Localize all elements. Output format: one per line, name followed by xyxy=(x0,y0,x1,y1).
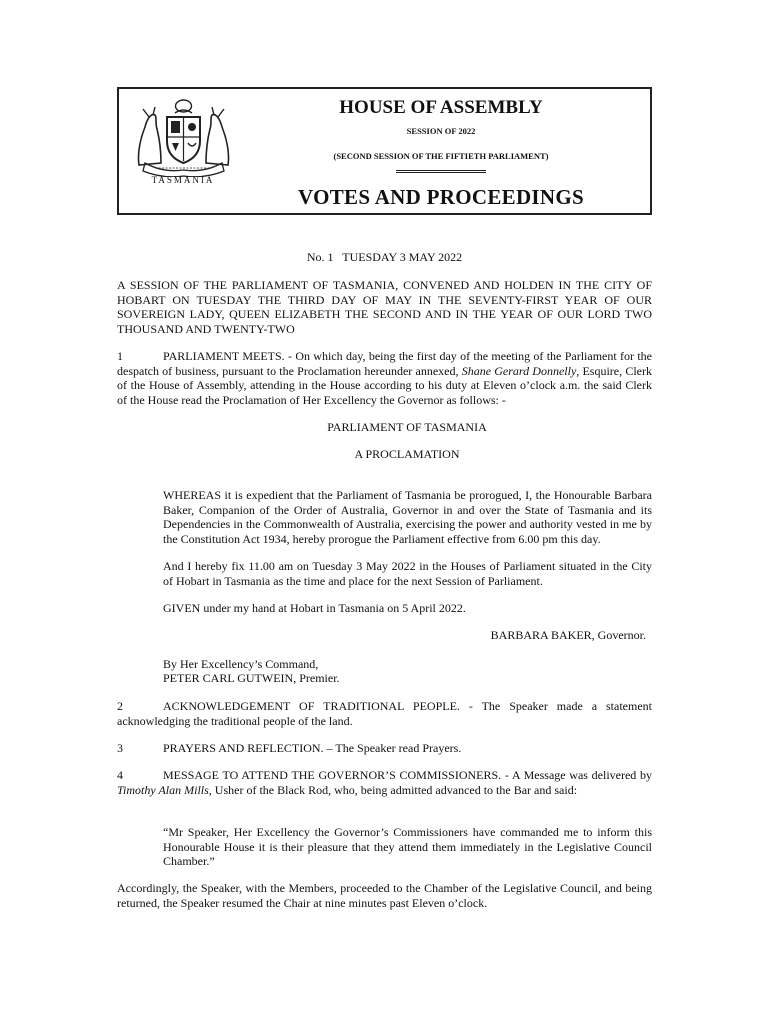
proclamation-paragraph-2: And I hereby fix 11.00 am on Tuesday 3 May 2022 in the Houses of Parliament situated in the City of Hobart in Tasmania as the time and place for the next Session of Parliament. xyxy=(163,559,652,588)
clerk-name: Shane Gerard Donnelly xyxy=(461,363,577,378)
tasmania-coat-of-arms-emblem xyxy=(131,97,236,177)
item-4-quote: “Mr Speaker, Her Excellency the Governor’s Commissioners have commanded me to inform this Honourable House it is their pleasure that they attend them immediately in the Legislative Council Chamber.” xyxy=(163,825,652,869)
usher-name: Timothy Alan Mills xyxy=(117,782,209,797)
command-line-1: By Her Excellency’s Command, xyxy=(163,657,319,671)
item-number: 2 xyxy=(117,699,123,713)
item-1-parliament-meets: 1 PARLIAMENT MEETS. - On which day, being the first day of the meeting of the Parliament for the despatch of business, pursuant to the Proclamation hereunder annexed, Shane Gerard Donnelly, Esquire, Clerk of the House of Assembly, attending in the House according to his duty at Eleven o’clock a.m. the said Clerk of the House read the Proclamation of Her Excellency the Governor as follows: - xyxy=(117,349,652,407)
proclamation-given: GIVEN under my hand at Hobart in Tasmania on 5 April 2022. xyxy=(163,601,466,615)
proclamation-subheading: A PROCLAMATION xyxy=(354,447,460,461)
masthead-box xyxy=(117,87,652,215)
session-intro: A SESSION OF THE PARLIAMENT OF TASMANIA, CONVENED AND HOLDEN IN THE CITY OF HOBART ON TUESDAY THE THIRD DAY OF MAY IN THE SEVENTY-FIRST YEAR OF OUR SOVEREIGN LADY, QUEEN ELIZABETH THE SECOND AND IN THE YEAR OF OUR LORD TWO THOUSAND AND TWENTY-TWO xyxy=(117,278,652,336)
item-4-closing: Accordingly, the Speaker, with the Members, proceeded to the Chamber of the Legislative Council, and being returned, the Speaker resumed the Chair at nine minutes past Eleven o’clock. xyxy=(117,881,652,910)
proclamation-paragraph-1: WHEREAS it is expedient that the Parliament of Tasmania be prorogued, I, the Honourable Barbara Baker, Companion of the Order of Australia, Governor in and over the State of Tasmania and its Dependencies in the Commonwealth of Australia, exercising the power and authority vested in me by the Constitution Act 1934, hereby prorogue the Parliament effective from 6.00 pm this day. xyxy=(163,488,652,546)
proclamation-heading: PARLIAMENT OF TASMANIA xyxy=(327,420,487,434)
issue-number-date: No. 1 TUESDAY 3 MAY 2022 xyxy=(306,250,463,264)
header-divider xyxy=(396,170,486,173)
emblem-label: TASMANIA xyxy=(151,175,215,185)
session-label: SESSION OF 2022 xyxy=(406,126,476,136)
item-3-prayers: 3 PRAYERS AND REFLECTION. – The Speaker read Prayers. xyxy=(117,741,462,755)
second-session-label: (SECOND SESSION OF THE FIFTIETH PARLIAMENT) xyxy=(333,151,549,161)
item-number: 1 xyxy=(117,349,123,363)
document-title: HOUSE OF ASSEMBLY xyxy=(339,97,543,118)
command-line-2: PETER CARL GUTWEIN, Premier. xyxy=(163,671,340,685)
document-heading: VOTES AND PROCEEDINGS xyxy=(298,185,584,209)
governor-signature: BARBARA BAKER, Governor. xyxy=(490,628,646,642)
item-number: 4 xyxy=(117,768,123,782)
item-2-acknowledgement: 2 ACKNOWLEDGEMENT OF TRADITIONAL PEOPLE. - The Speaker made a statement acknowledging the traditional people of the land. xyxy=(117,699,652,728)
item-4-message: 4 MESSAGE TO ATTEND THE GOVERNOR’S COMMISSIONERS. - A Message was delivered by Timothy Alan Mills, Usher of the Black Rod, who, being admitted advanced to the Bar and said: xyxy=(117,768,652,797)
item-number: 3 xyxy=(117,741,123,755)
